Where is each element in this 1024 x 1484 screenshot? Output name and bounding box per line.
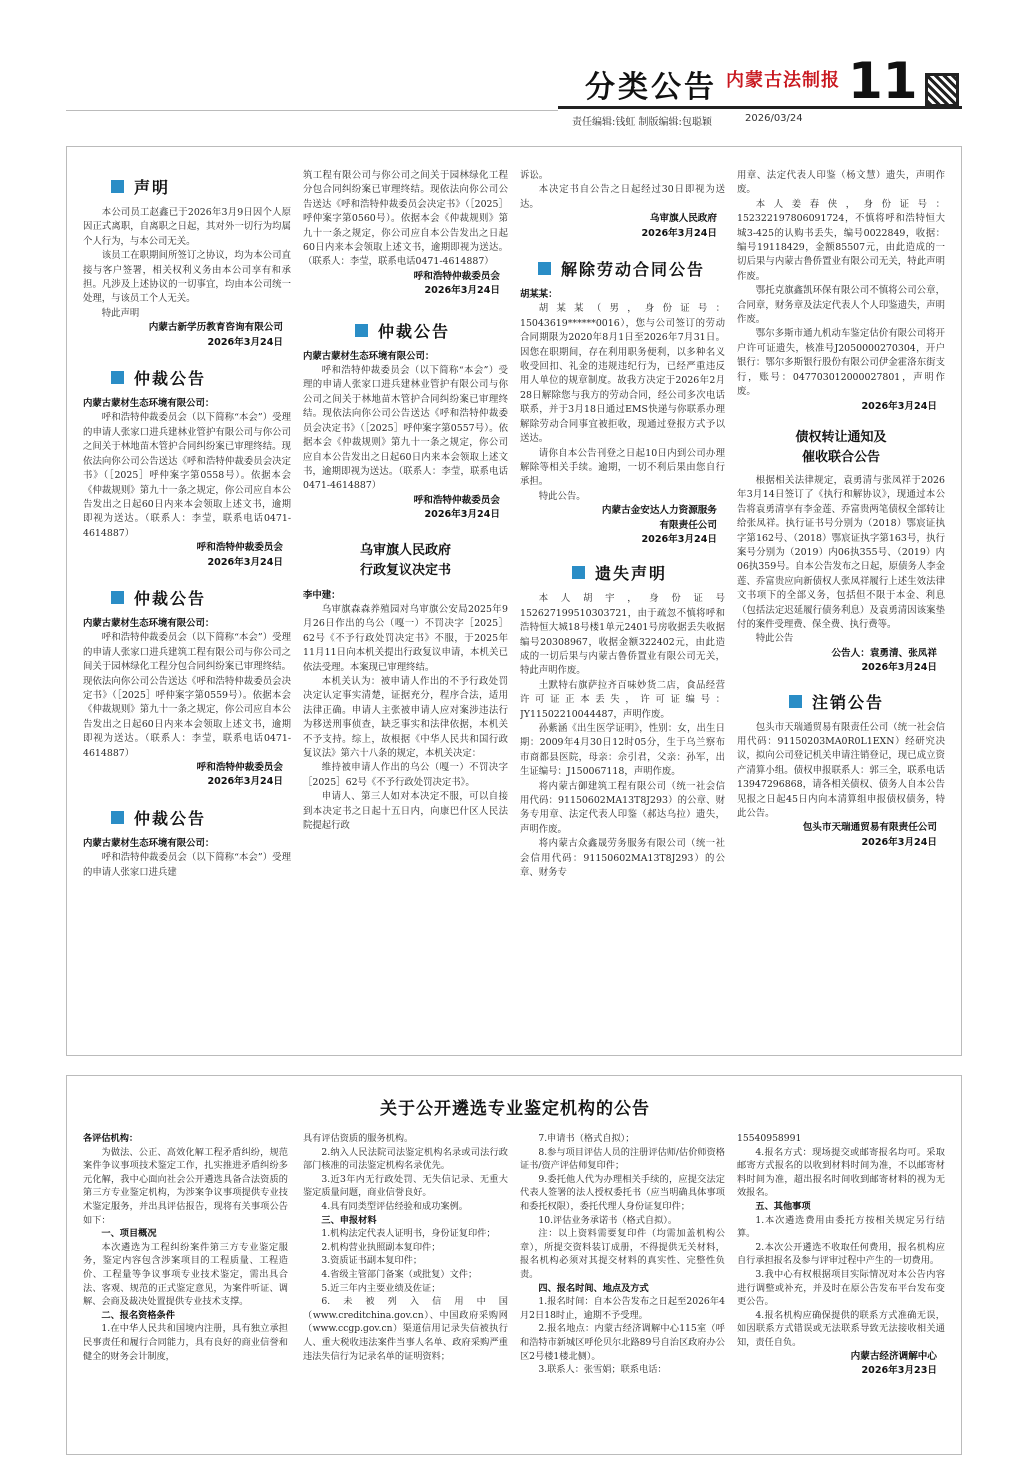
subheading: 三、申报材料 xyxy=(321,1214,377,1226)
notices-box xyxy=(66,146,962,1056)
page-header xyxy=(0,0,1024,145)
notice-heading: 注销公告 xyxy=(789,690,945,713)
paragraph: 本决定书自公告之日起经过30日即视为送达。 xyxy=(520,184,725,210)
signature: 乌审旗人民政府 xyxy=(649,213,717,225)
paragraph: 3.资质证书副本复印件； xyxy=(321,1255,423,1267)
signature-date: 2026年3月23日 xyxy=(861,1364,937,1376)
column-4 xyxy=(737,169,945,1049)
notice-heading: 仲裁公告 xyxy=(355,319,508,342)
paragraph: 包头市天瑞通贸易有限责任公司（统一社会信用代码：91150203MA0R0L1EXN）经研究决议，拟向公司登记机关申请注销登记，现已成立资产清算小组。债权申报联系人：郭三全，联系电话13947296868，请各相关债权、债务人自本公告见报之日起45日内向本清算组申报债权债务，特此公告。 xyxy=(737,721,945,820)
paragraph: 该员工在职期间所签订之协议，均为本公司直接与客户签署，相关权利义务由本公司享有和承担。凡涉及上述协议的一切事宜，均由本公司统一处理，与该员工个人无关。 xyxy=(83,250,291,305)
signature: 呼和浩特仲裁委员会 xyxy=(196,542,283,554)
paragraph: 请你自本公告刊登之日起10日内到公司办理解除等相关手续。逾期，一切不利后果由您自行承担。 xyxy=(520,447,725,488)
notice-title: 债权转让通知及 催收联合公告 xyxy=(795,429,887,465)
paragraph: 15540958991 xyxy=(737,1133,802,1144)
signature: 公告人：袁勇清、张凤祥 xyxy=(831,647,937,659)
paragraph: 将内蒙古御建筑工程有限公司（统一社会信用代码：91150602MA13T8J293）的公章、财务专用章、法定代表人印鉴（郝达乌拉）遗失，声明作废。 xyxy=(520,780,725,835)
paragraph: 孙紫涵《出生医学证明》，性别：女，出生日期：2009年4月30日12时05分，生于乌兰察布市商都县医院，母亲：佘引君，父亲：孙军，出生证编号：J150067118，声明作废。 xyxy=(520,723,725,778)
addressee: 胡某某： xyxy=(520,289,558,301)
subheading: 二、报名资格条件 xyxy=(101,1309,175,1321)
paragraph: 本人姜春侠，身份证号：152322197806091724，不慎将呼和浩特恒大城3-425的认购书丢失，编号0022849，收据：编号19118429，金额85507元，由此造成的一切后果与内蒙古鲁侨置业有限公司无关，特此声明作废。 xyxy=(737,198,945,282)
paragraph: 筑工程有限公司与你公司之间关于园林绿化工程分包合同纠纷案已审理终结。现依法向你公司公告送达《呼和浩特仲裁委员会决定书》（［2025］呼仲案字第0560号）。依据本会《仲裁规则》第九十一条之规定，你公司应自本公告发出之日起60日内来本会领取上述文书，逾期即视为送达。（联系人：李莹，联系电话0471-4614887） xyxy=(303,170,508,268)
signature: 内蒙古经济调解中心 xyxy=(850,1350,937,1362)
addressee: 内蒙古蒙材生态环境有限公司： xyxy=(83,617,215,629)
header-rule-thin xyxy=(66,110,558,111)
signature-date: 2026年3月24日 xyxy=(861,662,937,674)
selection-notice-box xyxy=(66,1075,962,1455)
paragraph: 6.未被列入信用中国（www.creditchina.gov.cn）、中国政府采购网（www.ccgp.gov.cn）渠道信用记录失信被执行人、重大税收违法案件当事人名单、政府采购严重违法失信行为记录名单的证明资料； xyxy=(303,1296,508,1362)
paragraph: 2.本次公开遴选不收取任何费用，报名机构应自行承担报名及参与评审过程中产生的一切费用。 xyxy=(737,1241,945,1267)
column-3 xyxy=(520,169,725,1049)
signature: 呼和浩特仲裁委员会 xyxy=(413,494,500,506)
notice-column-2 xyxy=(303,1132,508,1450)
paragraph: 特此公告。 xyxy=(538,490,586,502)
notice-heading: 仲裁公告 xyxy=(111,586,291,609)
paragraph: 1.在中华人民共和国境内注册，具有独立承担民事责任和履行合同能力，具有良好的商业信誉和健全的财务会计制度， xyxy=(83,1323,288,1362)
paragraph: 特此公告 xyxy=(755,633,794,645)
paragraph: 本人胡宇，身份证号152627199510303721，由于疏忽不慎将呼和浩特恒大城18号楼1单元2401号房收据丢失收据编号20308967，收据金额322402元，由此造成的一切后果与内蒙古鲁侨置业有限公司无关，特此声明作废。 xyxy=(520,593,725,677)
section-title: 分类公告 xyxy=(585,70,717,105)
signature-date: 2026年3月24日 xyxy=(861,400,937,412)
paragraph: 9.委托他人代为办理相关手续的，应提交法定代表人签署的法人授权委托书（应当明确具体事项和委托权限），委托代理人身份证复印件； xyxy=(520,1173,725,1212)
paragraph: 1.本次遴选费用由委托方按相关规定另行结算。 xyxy=(737,1214,945,1240)
paragraph: 4.报名机构应确保提供的联系方式准确无误，如因联系方式错误或无法联系导致无法接收相关通知，责任自负。 xyxy=(737,1309,945,1348)
issue-date: 2026/03/24 xyxy=(745,113,803,124)
paragraph: 5.近三年内主要业绩及佐证； xyxy=(321,1282,441,1294)
subheading: 一、项目概况 xyxy=(101,1228,157,1240)
paragraph: 注：以上资料需要复印件（均需加盖机构公章），所提交资料装订成册，不得提供无关材料，报名机构必须对其提交材料的真实性、完整性负责。 xyxy=(520,1228,725,1280)
notice-column-3 xyxy=(520,1132,725,1450)
addressee: 李中建： xyxy=(303,589,341,601)
notice-column-1 xyxy=(83,1132,288,1450)
paragraph: 4.报名方式：现场提交或邮寄报名均可。采取邮寄方式报名的以收到材料时间为准，不以邮寄材料时间为准，超出报名时间收到邮寄材料的视为无效报名。 xyxy=(737,1146,945,1199)
notice-big-title: 关于公开遴选专业鉴定机构的公告 xyxy=(380,1099,650,1119)
heading-square-icon xyxy=(111,180,124,193)
paragraph: 呼和浩特仲裁委员会（以下简称“本会”）受理的申请人张家口进兵建林业管护有限公司与你公司之间关于林地苗木管护合同纠纷案已审理终结。现依法向你公司公告送达《呼和浩特仲裁委员会决定书》（［2025］呼仲案字第0558号）。依据本会《仲裁规则》第九十一条之规定，你公司应自本公告发出之日起60日内来本会领取上述文书，逾期即视为送达。（联系人：李莹，联系电话0471-4614887） xyxy=(83,412,291,539)
paragraph: 具有评估资质的服务机构。 xyxy=(303,1133,414,1144)
paragraph: 将内蒙古众鑫晟劳务服务有限公司（统一社会信用代码：91150602MA13T8J293）的公章、财务专 xyxy=(520,838,725,879)
paragraph: 2.报名地点：内蒙古经济调解中心115室（呼和浩特市新城区呼伦贝尔北路89号自治区政府办公区2号楼1楼北侧）。 xyxy=(520,1323,725,1362)
heading-square-icon xyxy=(572,566,585,579)
signature: 包头市天瑞通贸易有限责任公司 xyxy=(802,822,937,834)
paragraph: 鄂尔多斯市通九机动车鉴定估价有限公司将开户许可证遗失，核准号J2050000270304，开户银行：鄂尔多斯银行股份有限公司伊金霍洛东街支行，账号：047703012000027801，声明作废。 xyxy=(737,328,945,398)
notice-heading: 仲裁公告 xyxy=(111,366,291,389)
paragraph: 本公司员工赵鑫已于2026年3月9日因个人原因正式离职，自离职之日起，其对外一切行为均属个人行为，与本公司无关。 xyxy=(83,207,291,247)
paragraph: 1.报名时间：自本公告发布之日起至2026年4月2日18时止，逾期不予受理。 xyxy=(520,1296,725,1321)
notice-column-4 xyxy=(737,1132,945,1450)
paragraph: 呼和浩特仲裁委员会（以下简称“本会”）受理的申请人张家口进兵建筑工程有限公司与你公司之间关于园林绿化工程分包合同纠纷案已审理终结。现依法向你公司公告送达《呼和浩特仲裁委员会决定书》（［2025］呼仲案字第0559号）。依据本会《仲裁规则》第九十一条之规定，你公司应自本公告发出之日起60日内来本会领取上述文书，逾期即视为送达。（联系人：李莹，联系电话0471-4614887） xyxy=(83,632,291,759)
addressee: 内蒙古蒙材生态环境有限公司： xyxy=(83,837,215,849)
paragraph: 10.评估业务承诺书（格式自拟）。 xyxy=(538,1214,678,1226)
subheading: 五、其他事项 xyxy=(755,1200,811,1212)
paragraph: 7.申请书（格式自拟）； xyxy=(538,1133,635,1144)
paragraph: 鄂托克旗鑫凯环保有限公司不慎将公司公章，合同章，财务章及法定代表人个人印鉴遗失，声明作废。 xyxy=(737,285,945,326)
addressee: 各评估机构： xyxy=(83,1133,139,1144)
addressee: 内蒙古蒙材生态环境有限公司： xyxy=(83,398,215,410)
signature: 有限责任公司 xyxy=(659,519,717,531)
paragraph: 2.纳入人民法院司法鉴定机构名录或司法行政部门核准的司法鉴定机构名录优先。 xyxy=(303,1146,508,1172)
paragraph: 特此声明 xyxy=(101,307,140,319)
paragraph: 胡某某（男，身份证号：15043619******0016），您与公司签订的劳动合同期限为2020年8月1日至2026年7月31日。因您在职期间，存在利用职务便利，以多种名义收受回扣、礼金的违规违纪行为，已经严重违反用人单位的规章制度。故我方决定于2026年2月28日解除您与我方的劳动合同，经公司多次电话联系，并于3月18日通过EMS快递与你联系办理解除劳动合同事宜被拒收，现通过登报方式予以送达。 xyxy=(520,303,725,445)
paragraph: 3.我中心有权根据项目实际情况对本公告内容进行调整或补充，并及时在原公告发布平台发布变更公告。 xyxy=(737,1268,945,1308)
column-2 xyxy=(303,169,508,1049)
paragraph: 维持被申请人作出的乌公（嘎一）不罚决字［2025］62号《不予行政处罚决定书》。 xyxy=(303,762,508,788)
paragraph: 土默特右旗萨拉齐百味妙货二店，食品经营许可证正本丢失，许可证编号：JY11502210044487，声明作废。 xyxy=(520,679,725,720)
paragraph: 申请人、第三人如对本决定不服，可以自接到本决定书之日起十五日内，向康巴什区人民法院提起行政 xyxy=(303,791,508,832)
heading-square-icon xyxy=(111,591,124,604)
signature-date: 2026年3月24日 xyxy=(861,836,937,848)
paragraph: 3.联系人：张雪娟；联系电话： xyxy=(538,1364,667,1376)
paragraph: 1.机构法定代表人证明书，身份证复印件； xyxy=(321,1228,496,1240)
paragraph: 2.机构营业执照副本复印件； xyxy=(321,1241,441,1253)
signature-date: 2026年3月24日 xyxy=(424,285,500,297)
signature-date: 2026年3月24日 xyxy=(641,533,717,545)
signature-date: 2026年3月24日 xyxy=(207,776,283,788)
paragraph: 用章、法定代表人印鉴（杨文慧）遗失，声明作废。 xyxy=(737,170,945,196)
heading-square-icon xyxy=(789,695,802,708)
paragraph: 乌审旗森森养殖园对乌审旗公安局2025年9月26日作出的乌公（嘎一）不罚决字［2025］62号《不予行政处罚决定书》不服，于2025年11月11日向本机关提出行政复议申请，本机关已依法受理。本案现已审理终结。 xyxy=(303,603,508,673)
paragraph: 本次遴选为工程纠纷案件第三方专业鉴定服务，鉴定内容包含涉案项目的工程质量、工程造价、工程量等争议事项专业技术鉴定，需出具合法、客观、规范的正式鉴定意见，为案件听证、调解、会商及裁决处置提供专业技术支撑。 xyxy=(83,1241,288,1308)
notice-heading: 声明 xyxy=(111,175,291,198)
subheading: 四、报名时间、地点及方式 xyxy=(538,1282,649,1294)
addressee: 内蒙古蒙材生态环境有限公司： xyxy=(303,350,435,362)
notice-heading: 解除劳动合同公告 xyxy=(538,257,725,280)
signature-date: 2026年3月24日 xyxy=(207,336,283,348)
signature: 呼和浩特仲裁委员会 xyxy=(196,762,283,773)
paragraph: 8.参与项目评估人员的注册评估师/估价师资格证书/资产评估师复印件； xyxy=(520,1146,725,1172)
paragraph: 3.近3年内无行政处罚、无失信记录、无重大鉴定质量问题，商业信誉良好。 xyxy=(303,1173,508,1199)
page-number: 11 xyxy=(848,52,918,110)
newspaper-logo: 内蒙古法制报 xyxy=(726,70,840,91)
notice-heading: 遗失声明 xyxy=(572,561,725,584)
paragraph: 根据相关法律规定，袁勇清与张凤祥于2026年3月14日签订了《执行和解协议》，现通过本公告将袁勇清享有李金莲、乔富贵两笔债权全部转让给张凤祥。执行证书号分别为（2018）鄂宸证执字第162号、（2018）鄂宸证执字第163号，执行案号分别为（2019）内06执355号、（2019）内06执359号。自本公告发布之日起，原债务人李金莲、乔富贵应向新债权人张凤祥履行上述生效法律文书项下的全部义务，包括但不限于本金、利息（包括法定迟延履行债务利息）及袁勇清因该案垫付的案件受理费、保全费、执行费等。 xyxy=(737,474,945,630)
notice-heading: 仲裁公告 xyxy=(111,806,291,829)
paragraph: 诉讼。 xyxy=(520,170,549,181)
signature-date: 2026年3月24日 xyxy=(424,509,500,521)
heading-square-icon xyxy=(538,262,551,275)
editors-line: 责任编辑:钱虹 制版编辑:包聪颖 xyxy=(572,117,712,128)
paragraph: 呼和浩特仲裁委员会（以下简称“本会”）受理的申请人张家口进兵建林业管护有限公司与你公司之间关于林地苗木管护合同纠纷案已审理终结。现依法向你公司公告送达《呼和浩特仲裁委员会决定书》（［2025］呼仲案字第0557号）。依据本会《仲裁规则》第九十一条之规定，你公司应自本公告发出之日起60日内来本会领取上述文书，逾期即视为送达。（联系人：李莹，联系电话0471-4614887） xyxy=(303,365,508,492)
paragraph: 本机关认为：被申请人作出的不予行政处罚决定认定事实清楚，证据充分，程序合法，适用法律正确。申请人主张被申请人应对案涉违法行为移送刑事侦查，缺乏事实和法律依据，本机关不予支持。综上，故根据《中华人民共和国行政复议法》第六十八条的规定，本机关决定： xyxy=(303,675,508,759)
signature: 内蒙古金安达人力资源服务 xyxy=(601,505,717,517)
paragraph: 呼和浩特仲裁委员会（以下简称“本会”）受理的申请人张家口进兵建 xyxy=(83,852,291,878)
header-rule-thick xyxy=(558,106,962,109)
paragraph: 为做法、公正、高效化解工程矛盾纠纷，规范案件争议事项技术鉴定工作，扎实推进矛盾纠纷多元化解，我中心面向社会公开遴选具备合法资质的第三方专业鉴定机构，为涉案争议事项提供专业技术鉴定服务，并出具评估报告，现将有关事项公告如下： xyxy=(83,1146,288,1226)
notice-title: 乌审旗人民政府 行政复议决定书 xyxy=(359,542,451,578)
qr-code-icon xyxy=(925,73,959,107)
heading-square-icon xyxy=(111,811,124,824)
signature: 内蒙古新学历教育咨询有限公司 xyxy=(148,322,283,334)
paragraph: 4.具有同类型评估经验和成功案例。 xyxy=(321,1200,468,1212)
heading-square-icon xyxy=(355,324,368,337)
signature-date: 2026年3月24日 xyxy=(641,227,717,239)
heading-square-icon xyxy=(111,371,124,384)
signature-date: 2026年3月24日 xyxy=(207,556,283,568)
column-1 xyxy=(83,169,291,1049)
signature: 呼和浩特仲裁委员会 xyxy=(413,270,500,282)
paragraph: 4.省级主管部门备案（或批复）文件； xyxy=(321,1268,478,1280)
